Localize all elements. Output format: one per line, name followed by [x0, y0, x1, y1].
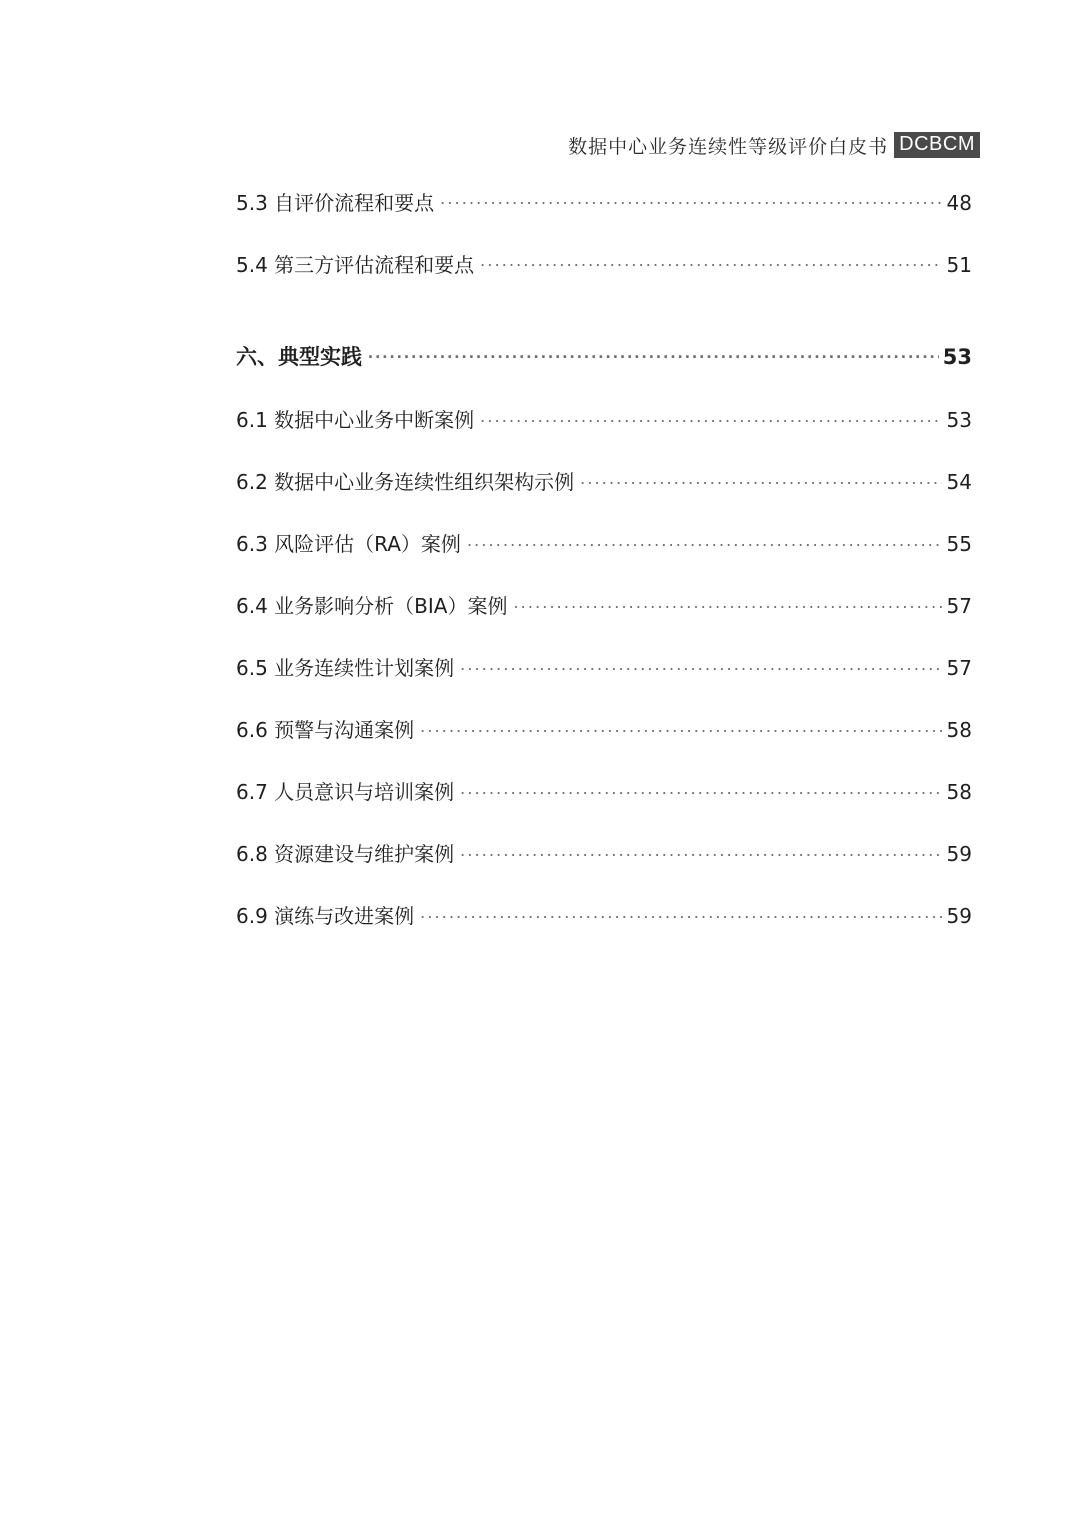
toc-group [236, 190, 972, 277]
toc-leader [580, 469, 942, 489]
toc-entry-page: 48 [946, 191, 972, 215]
toc-leader [420, 717, 942, 737]
toc-entry-label: 6.6 预警与沟通案例 [236, 718, 415, 743]
toc-leader [460, 841, 942, 861]
toc-entry[interactable] [236, 469, 972, 494]
toc-entry[interactable] [236, 593, 972, 618]
toc-leader [440, 190, 942, 210]
toc-entry[interactable] [236, 407, 972, 432]
toc-entry-page: 53 [942, 345, 972, 369]
toc-entry-label: 5.3 自评价流程和要点 [236, 191, 435, 215]
toc-entry[interactable] [236, 903, 972, 928]
header-title: 数据中心业务连续性等级评价白皮书 [568, 135, 889, 158]
toc-entry-label: 六、典型实践 [236, 345, 362, 369]
toc-entry-page: 59 [946, 904, 972, 929]
toc-section-gap [236, 277, 972, 343]
table-of-contents [236, 190, 972, 928]
toc-entry-section[interactable] [236, 343, 972, 370]
toc-leader [460, 779, 942, 799]
toc-entry-page: 54 [946, 470, 972, 495]
toc-entry-label: 6.3 风险评估（RA）案例 [236, 532, 461, 557]
toc-leader [480, 252, 942, 272]
header-badge: DCBCM [894, 132, 980, 158]
toc-entry-label: 6.9 演练与改进案例 [236, 904, 415, 929]
toc-entry[interactable] [236, 252, 972, 277]
toc-entry-page: 55 [946, 532, 972, 557]
toc-entry-page: 59 [946, 842, 972, 867]
toc-entry-page: 51 [946, 253, 972, 277]
toc-entry-label: 6.8 资源建设与维护案例 [236, 842, 455, 867]
toc-entry-label: 6.2 数据中心业务连续性组织架构示例 [236, 470, 575, 495]
toc-entry[interactable] [236, 779, 972, 804]
toc-leader [368, 343, 939, 364]
toc-entry-page: 58 [946, 780, 972, 805]
page-header [0, 128, 1080, 162]
toc-entry[interactable] [236, 655, 972, 680]
toc-leader [467, 531, 942, 551]
toc-leader [460, 655, 942, 675]
toc-entry-page: 58 [946, 718, 972, 743]
toc-entry-label: 6.1 数据中心业务中断案例 [236, 408, 475, 433]
toc-entry-label: 6.5 业务连续性计划案例 [236, 656, 455, 681]
toc-leader [513, 593, 942, 613]
toc-entry[interactable] [236, 841, 972, 866]
toc-entry-page: 57 [946, 594, 972, 619]
toc-entry-label: 6.7 人员意识与培训案例 [236, 780, 455, 805]
toc-entry[interactable] [236, 717, 972, 742]
toc-leader [420, 903, 942, 923]
toc-entry[interactable] [236, 531, 972, 556]
toc-entry[interactable] [236, 190, 972, 215]
toc-entry-label: 6.4 业务影响分析（BIA）案例 [236, 594, 508, 619]
toc-entry-page: 57 [946, 656, 972, 681]
toc-entry-page: 53 [946, 408, 972, 433]
toc-entry-label: 5.4 第三方评估流程和要点 [236, 253, 475, 277]
toc-leader [480, 407, 942, 427]
toc-group [236, 343, 972, 928]
